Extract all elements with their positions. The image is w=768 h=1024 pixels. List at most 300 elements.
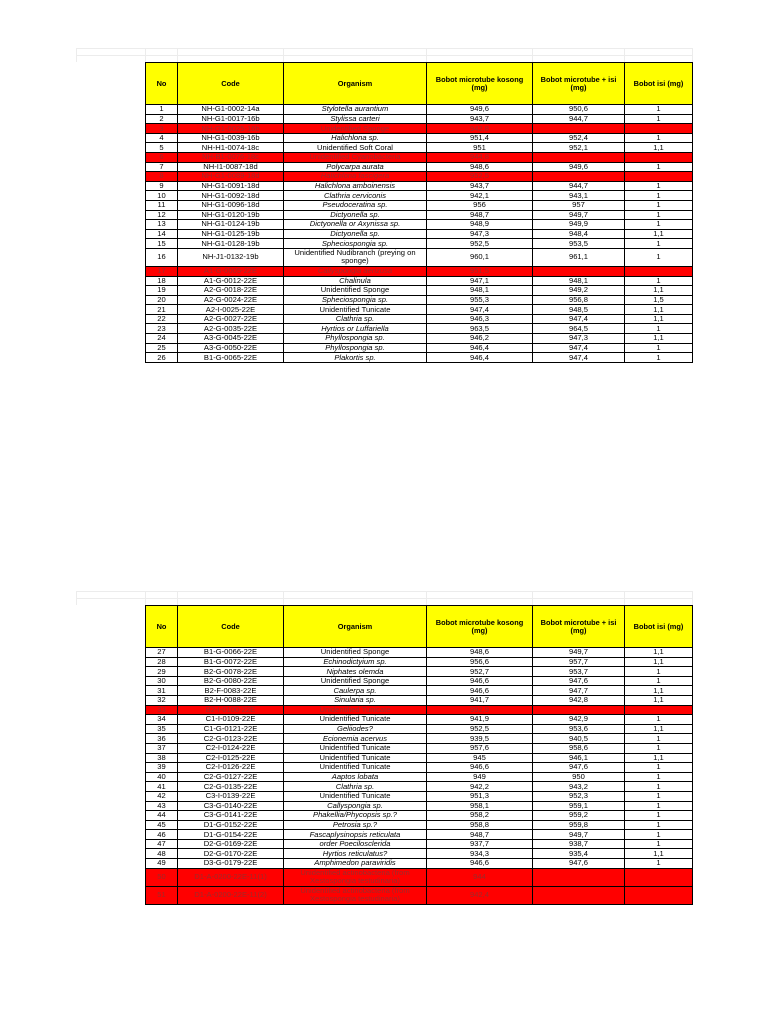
cell-empty-weight: 947,3 — [427, 229, 533, 239]
header-code: Code — [178, 63, 284, 105]
table-row — [146, 334, 693, 344]
header-content-weight: Bobot isi (mg) — [625, 63, 693, 105]
header-no: No — [146, 63, 178, 105]
cell-empty-weight: 963,5 — [427, 324, 533, 334]
cell-code: B1-G-0065-22E — [178, 353, 284, 363]
cell-organism: Petrosia sp.? — [284, 820, 427, 830]
cell-filled-weight: 952,3 — [533, 791, 625, 801]
cell-empty-weight: 942,1 — [427, 191, 533, 201]
cell-code: C1-I-0109-22E — [178, 715, 284, 725]
cell-content-weight: 1 — [625, 248, 693, 266]
cell-content-weight — [625, 172, 693, 182]
cell-filled-weight: 935,4 — [533, 849, 625, 859]
cell-code: A2-G-0018-22E — [178, 286, 284, 296]
cell-filled-weight: 943,1 — [533, 191, 625, 201]
cell-organism: Phyllospongia sp. — [284, 343, 427, 353]
cell-empty-weight: 946,6 — [427, 686, 533, 696]
cell-code: NH-J1-0132-19b — [178, 248, 284, 266]
header-filled-weight: Bobot microtube + isi (mg) — [533, 63, 625, 105]
cell-content-weight — [625, 266, 693, 276]
cell-no: 31 — [146, 686, 178, 696]
cell-code: C2-I-0126-22E — [178, 763, 284, 773]
cell-organism: Amphimedon paraviridis — [284, 859, 427, 869]
cell-filled-weight: 964,5 — [533, 324, 625, 334]
cell-code: C2-G-0123-22E — [178, 734, 284, 744]
cell-empty-weight: 944,8 — [427, 152, 533, 162]
cell-filled-weight: 938,7 — [533, 839, 625, 849]
cell-code: A1-G-0012-22E — [178, 276, 284, 286]
table-row — [146, 734, 693, 744]
cell-empty-weight: 948,9 — [427, 220, 533, 230]
cell-organism: Unidentified Tunicate — [284, 715, 427, 725]
table-row — [146, 820, 693, 830]
cell-empty-weight: 992,9 — [427, 705, 533, 715]
cell-organism: Stylissa carteri — [284, 114, 427, 124]
cell-no: 49 — [146, 859, 178, 869]
cell-empty-weight: 948,6 — [427, 162, 533, 172]
table-row — [146, 830, 693, 840]
cell-filled-weight: 949,9 — [533, 220, 625, 230]
cell-filled-weight: 953,6 — [533, 724, 625, 734]
cell-code: B2-G-0080-22E — [178, 676, 284, 686]
cell-filled-weight: 944,7 — [533, 181, 625, 191]
cell-code: D1-G-0154-22E — [178, 830, 284, 840]
cell-content-weight: 1,5 — [625, 295, 693, 305]
table-row — [146, 210, 693, 220]
cell-organism: Spheciospongia sp. — [284, 239, 427, 249]
table-row — [146, 724, 693, 734]
cell-organism: Clathria sp. — [284, 314, 427, 324]
cell-filled-weight: 961,1 — [533, 248, 625, 266]
cell-content-weight — [625, 868, 693, 886]
cell-no: 29 — [146, 667, 178, 677]
cell-organism: Halichlona sp. — [284, 133, 427, 143]
cell-content-weight: 1 — [625, 791, 693, 801]
cell-no: 41 — [146, 782, 178, 792]
table-body-1 — [146, 105, 693, 363]
cell-organism: Niphates olemda — [284, 667, 427, 677]
cell-empty-weight: 942,2 — [427, 782, 533, 792]
table-row — [146, 868, 693, 886]
cell-no: 5 — [146, 143, 178, 153]
cell-code: B2-I-0100-22E — [178, 705, 284, 715]
cell-empty-weight: 956 — [427, 200, 533, 210]
cell-content-weight: 1 — [625, 353, 693, 363]
cell-content-weight: 1 — [625, 734, 693, 744]
table-row — [146, 248, 693, 266]
cell-filled-weight — [533, 705, 625, 715]
cell-empty-weight: 946,6 — [427, 676, 533, 686]
cell-code: NH-G1-0089-18d — [178, 172, 284, 182]
cell-empty-weight: 946,2 — [427, 334, 533, 344]
cell-code: B2-G-0078-22E — [178, 667, 284, 677]
cell-no: 15 — [146, 239, 178, 249]
cell-organism: Unidentified Sponge — [284, 648, 427, 658]
cell-content-weight: 1 — [625, 220, 693, 230]
cell-code: A2-G-0024-22E — [178, 295, 284, 305]
cell-organism: Polycarpa aurata — [284, 162, 427, 172]
cell-content-weight: 1,1 — [625, 686, 693, 696]
cell-no: 3 — [146, 124, 178, 134]
cell-code: C3-G-0141-22E — [178, 811, 284, 821]
cell-code: NH-G1-0025-16b — [178, 124, 284, 134]
cell-filled-weight: 947,6 — [533, 676, 625, 686]
cell-filled-weight — [533, 266, 625, 276]
cell-filled-weight: 948,1 — [533, 276, 625, 286]
cell-organism: Phakellia/Phycopsis sp.? — [284, 811, 427, 821]
cell-content-weight — [625, 886, 693, 904]
table-row — [146, 839, 693, 849]
cell-no: 8 — [146, 172, 178, 182]
cell-organism: Phyllospongia sp. — [284, 334, 427, 344]
table-row — [146, 886, 693, 904]
cell-filled-weight: 949,7 — [533, 830, 625, 840]
cell-empty-weight: 937,7 — [427, 839, 533, 849]
cell-filled-weight: 957,7 — [533, 657, 625, 667]
table-row — [146, 124, 693, 134]
cell-content-weight: 1 — [625, 801, 693, 811]
header-organism: Organism — [284, 63, 427, 105]
cell-no: 38 — [146, 753, 178, 763]
cell-code: B2-F-0083-22E — [178, 686, 284, 696]
cell-organism: Unidentified Tunicate — [284, 705, 427, 715]
cell-filled-weight: 947,7 — [533, 686, 625, 696]
cell-empty-weight: 942,4 — [427, 886, 533, 904]
cell-no: 1 — [146, 105, 178, 115]
cell-organism: order Poecilosclerida — [284, 839, 427, 849]
cell-organism: Dictyonella or Axynissa sp. — [284, 220, 427, 230]
cell-empty-weight: 942,8 — [427, 124, 533, 134]
cell-empty-weight: 952,5 — [427, 172, 533, 182]
cell-empty-weight: 947,1 — [427, 276, 533, 286]
cell-code: A3-G-0050-22E — [178, 343, 284, 353]
cell-no: 46 — [146, 830, 178, 840]
cell-content-weight: 1 — [625, 839, 693, 849]
header-row — [146, 63, 693, 105]
cell-organism: Unidentified Sponge — [284, 124, 427, 134]
cell-empty-weight: 951,5 — [427, 266, 533, 276]
cell-organism: Unidentified Sponge — [284, 676, 427, 686]
table-row — [146, 276, 693, 286]
cell-content-weight: 1 — [625, 763, 693, 773]
cell-no: 12 — [146, 210, 178, 220]
table-row — [146, 849, 693, 859]
cell-code: A3-G-0045-22E — [178, 334, 284, 344]
data-table-1 — [145, 62, 693, 363]
cell-filled-weight: 959,1 — [533, 801, 625, 811]
cell-filled-weight: 947,3 — [533, 334, 625, 344]
cell-filled-weight: 947,4 — [533, 314, 625, 324]
table-body-2 — [146, 648, 693, 905]
cell-code: A2-I-0025-22E — [178, 305, 284, 315]
cell-filled-weight — [533, 868, 625, 886]
cell-content-weight: 1,1 — [625, 229, 693, 239]
cell-content-weight: 1,1 — [625, 695, 693, 705]
cell-filled-weight — [533, 886, 625, 904]
table-row — [146, 353, 693, 363]
cell-content-weight: 1 — [625, 782, 693, 792]
cell-content-weight: 1 — [625, 715, 693, 725]
cell-organism: Clathria sp. — [284, 782, 427, 792]
cell-empty-weight: 957,6 — [427, 743, 533, 753]
cell-no: 23 — [146, 324, 178, 334]
cell-no: 48 — [146, 849, 178, 859]
table-row — [146, 801, 693, 811]
table-row — [146, 143, 693, 153]
cell-code: NH-I1-0087-18d — [178, 162, 284, 172]
cell-empty-weight: 952,7 — [427, 667, 533, 677]
cell-no: 37 — [146, 743, 178, 753]
table-row — [146, 705, 693, 715]
cell-no: 28 — [146, 657, 178, 667]
table-row — [146, 686, 693, 696]
cell-no: 43 — [146, 801, 178, 811]
cell-no: 50 — [146, 868, 178, 886]
cell-no: 40 — [146, 772, 178, 782]
cell-content-weight: 1 — [625, 324, 693, 334]
cell-no: 25 — [146, 343, 178, 353]
cell-filled-weight: 947,4 — [533, 353, 625, 363]
cell-organism: Unidentified Soft Coral — [284, 143, 427, 153]
table-row — [146, 782, 693, 792]
cell-organism: Geliiodes? — [284, 724, 427, 734]
cell-empty-weight: 958,8 — [427, 820, 533, 830]
cell-no: 7 — [146, 162, 178, 172]
cell-filled-weight: 944,7 — [533, 114, 625, 124]
cell-code: A1-G-0005-22E — [178, 266, 284, 276]
cell-organism: Sinularia sp. — [284, 695, 427, 705]
cell-filled-weight: 956,8 — [533, 295, 625, 305]
table-row — [146, 105, 693, 115]
cell-content-weight — [625, 705, 693, 715]
cell-content-weight: 1,1 — [625, 305, 693, 315]
cell-empty-weight: 946,3 — [427, 314, 533, 324]
cell-empty-weight: 955,3 — [427, 295, 533, 305]
cell-filled-weight: 942,9 — [533, 715, 625, 725]
cell-filled-weight: 940,5 — [533, 734, 625, 744]
cell-content-weight: 1,1 — [625, 334, 693, 344]
cell-empty-weight: 946,6 — [427, 763, 533, 773]
cell-no: 30 — [146, 676, 178, 686]
cell-code: D1-G-0152-22E — [178, 820, 284, 830]
cell-code: C2-G-0127-22E — [178, 772, 284, 782]
cell-code: C2-I-0125-22E — [178, 753, 284, 763]
cell-filled-weight: 953,5 — [533, 239, 625, 249]
table-row — [146, 772, 693, 782]
cell-no: 26 — [146, 353, 178, 363]
cell-organism: Unidentified Tunicate — [284, 743, 427, 753]
cell-filled-weight: 949,7 — [533, 648, 625, 658]
cell-content-weight: 1 — [625, 772, 693, 782]
cell-filled-weight: 953,7 — [533, 667, 625, 677]
cell-filled-weight: 946,1 — [533, 753, 625, 763]
cell-no: 17 — [146, 266, 178, 276]
cell-empty-weight: 946,4 — [427, 353, 533, 363]
header-empty-weight: Bobot microtube kosong (mg) — [427, 63, 533, 105]
cell-organism: Spheciospongia sp. — [284, 295, 427, 305]
table-row — [146, 657, 693, 667]
cell-organism: Unidentified Tunicate — [284, 791, 427, 801]
cell-code: NH-G1-0092-18d — [178, 191, 284, 201]
cell-organism: Caulerpa sp. — [284, 686, 427, 696]
cell-empty-weight: 944 — [427, 868, 533, 886]
cell-empty-weight: 952,5 — [427, 239, 533, 249]
cell-filled-weight: 950 — [533, 772, 625, 782]
cell-organism: Hyrtios reticulatus? — [284, 849, 427, 859]
table-row — [146, 753, 693, 763]
cell-code: NH-G1-0120-19b — [178, 210, 284, 220]
cell-organism: Fascaplysinopsis reticulata — [284, 830, 427, 840]
cell-organism: Halichlona amboinensis — [284, 181, 427, 191]
cell-no: 34 — [146, 715, 178, 725]
cell-filled-weight — [533, 124, 625, 134]
cell-organism: Dictyonella sp. — [284, 210, 427, 220]
cell-organism: Callyspongia sp. — [284, 801, 427, 811]
table-row — [146, 286, 693, 296]
cell-no: 39 — [146, 763, 178, 773]
cell-code: NH-G1-0091-18d — [178, 181, 284, 191]
cell-filled-weight: 959,8 — [533, 820, 625, 830]
cell-no: 47 — [146, 839, 178, 849]
cell-filled-weight: 950,6 — [533, 105, 625, 115]
cell-content-weight: 1,1 — [625, 724, 693, 734]
cell-no: 27 — [146, 648, 178, 658]
cell-code: B1-G-0072-22E — [178, 657, 284, 667]
cell-empty-weight: 951,3 — [427, 791, 533, 801]
cell-content-weight: 1 — [625, 133, 693, 143]
cell-no: 35 — [146, 724, 178, 734]
cell-empty-weight: 945 — [427, 753, 533, 763]
cell-no: 36 — [146, 734, 178, 744]
cell-filled-weight — [533, 152, 625, 162]
header-code: Code — [178, 606, 284, 648]
cell-no: 51 — [146, 886, 178, 904]
cell-code: NH-G1-0125-19b — [178, 229, 284, 239]
cell-no: 10 — [146, 191, 178, 201]
table-row — [146, 791, 693, 801]
cell-code: A2-G-0027-22E — [178, 314, 284, 324]
cell-content-weight: 1 — [625, 743, 693, 753]
cell-filled-weight — [533, 172, 625, 182]
cell-content-weight: 1 — [625, 105, 693, 115]
cell-content-weight: 1,1 — [625, 849, 693, 859]
cell-code: NH-G1-0017-16b — [178, 114, 284, 124]
cell-code: D1-A-0200-22E-11(2) — [178, 886, 284, 904]
header-row — [146, 606, 693, 648]
cell-content-weight: 1 — [625, 181, 693, 191]
cell-empty-weight: 943,7 — [427, 181, 533, 191]
cell-filled-weight: 949,6 — [533, 162, 625, 172]
cell-empty-weight: 946,4 — [427, 343, 533, 353]
cell-organism: Hyrtios or Luffariella — [284, 324, 427, 334]
cell-no: 33 — [146, 705, 178, 715]
cell-organism: Unidentified actinobacteria (from Xestospongia testudinaria) — [284, 886, 427, 904]
header-no: No — [146, 606, 178, 648]
cell-content-weight — [625, 124, 693, 134]
cell-content-weight: 1 — [625, 210, 693, 220]
cell-filled-weight: 949,7 — [533, 210, 625, 220]
cell-code: C3-G-0140-22E — [178, 801, 284, 811]
cell-empty-weight: 948,1 — [427, 286, 533, 296]
cell-code: NH-B1-0076-18c — [178, 152, 284, 162]
cell-empty-weight: 958,1 — [427, 801, 533, 811]
cell-empty-weight: 939,5 — [427, 734, 533, 744]
cell-code: NH-G1-0124-19b — [178, 220, 284, 230]
cell-empty-weight: 958,2 — [427, 811, 533, 821]
cell-content-weight: 1,1 — [625, 286, 693, 296]
cell-organism: Unidentified Sponge — [284, 286, 427, 296]
table-row — [146, 859, 693, 869]
cell-code: B2-H-0088-22E — [178, 695, 284, 705]
cell-content-weight: 1 — [625, 191, 693, 201]
cell-no: 22 — [146, 314, 178, 324]
cell-content-weight: 1,1 — [625, 753, 693, 763]
table-row — [146, 715, 693, 725]
cell-empty-weight: 949 — [427, 772, 533, 782]
cell-code: B1-G-0066-22E — [178, 648, 284, 658]
table-row — [146, 763, 693, 773]
cell-code: A2-G-0035-22E — [178, 324, 284, 334]
cell-no: 24 — [146, 334, 178, 344]
cell-organism: Chalinula — [284, 276, 427, 286]
cell-no: 4 — [146, 133, 178, 143]
cell-content-weight: 1 — [625, 820, 693, 830]
cell-organism: Echinodictyium sp. — [284, 657, 427, 667]
cell-empty-weight: 941,7 — [427, 695, 533, 705]
cell-code: NH-G1-0002-14a — [178, 105, 284, 115]
cell-no: 16 — [146, 248, 178, 266]
cell-code: NH-G1-0128-19b — [178, 239, 284, 249]
table-row — [146, 314, 693, 324]
cell-filled-weight: 959,2 — [533, 811, 625, 821]
cell-content-weight: 1 — [625, 859, 693, 869]
cell-organism: Pseudoceratina sp. — [284, 200, 427, 210]
cell-no: 32 — [146, 695, 178, 705]
cell-no: 9 — [146, 181, 178, 191]
cell-code: C2-I-0124-22E — [178, 743, 284, 753]
cell-filled-weight: 943,2 — [533, 782, 625, 792]
table-row — [146, 695, 693, 705]
cell-organism: Unidentified Tunicate — [284, 763, 427, 773]
cell-code: D3-G-0179-22E — [178, 859, 284, 869]
data-table-2 — [145, 605, 693, 905]
cell-content-weight: 1,1 — [625, 657, 693, 667]
table-row — [146, 239, 693, 249]
cell-code: NH-H1-0074-18c — [178, 143, 284, 153]
table-row — [146, 191, 693, 201]
cell-content-weight: 1 — [625, 276, 693, 286]
cell-organism: Unidentified Tunicate — [284, 305, 427, 315]
header-empty-weight: Bobot microtube kosong (mg) — [427, 606, 533, 648]
cell-organism: Aaptos lobata — [284, 772, 427, 782]
cell-content-weight: 1 — [625, 162, 693, 172]
cell-content-weight: 1 — [625, 676, 693, 686]
table-row — [146, 343, 693, 353]
cell-filled-weight: 949,2 — [533, 286, 625, 296]
cell-content-weight: 1,1 — [625, 314, 693, 324]
table-row — [146, 172, 693, 182]
cell-content-weight: 1 — [625, 239, 693, 249]
cell-no: 45 — [146, 820, 178, 830]
cell-organism: Stylotella aurantium — [284, 105, 427, 115]
cell-no: 21 — [146, 305, 178, 315]
cell-no: 14 — [146, 229, 178, 239]
cell-no: 44 — [146, 811, 178, 821]
cell-filled-weight: 957 — [533, 200, 625, 210]
table-row — [146, 229, 693, 239]
cell-no: 11 — [146, 200, 178, 210]
cell-no: 20 — [146, 295, 178, 305]
